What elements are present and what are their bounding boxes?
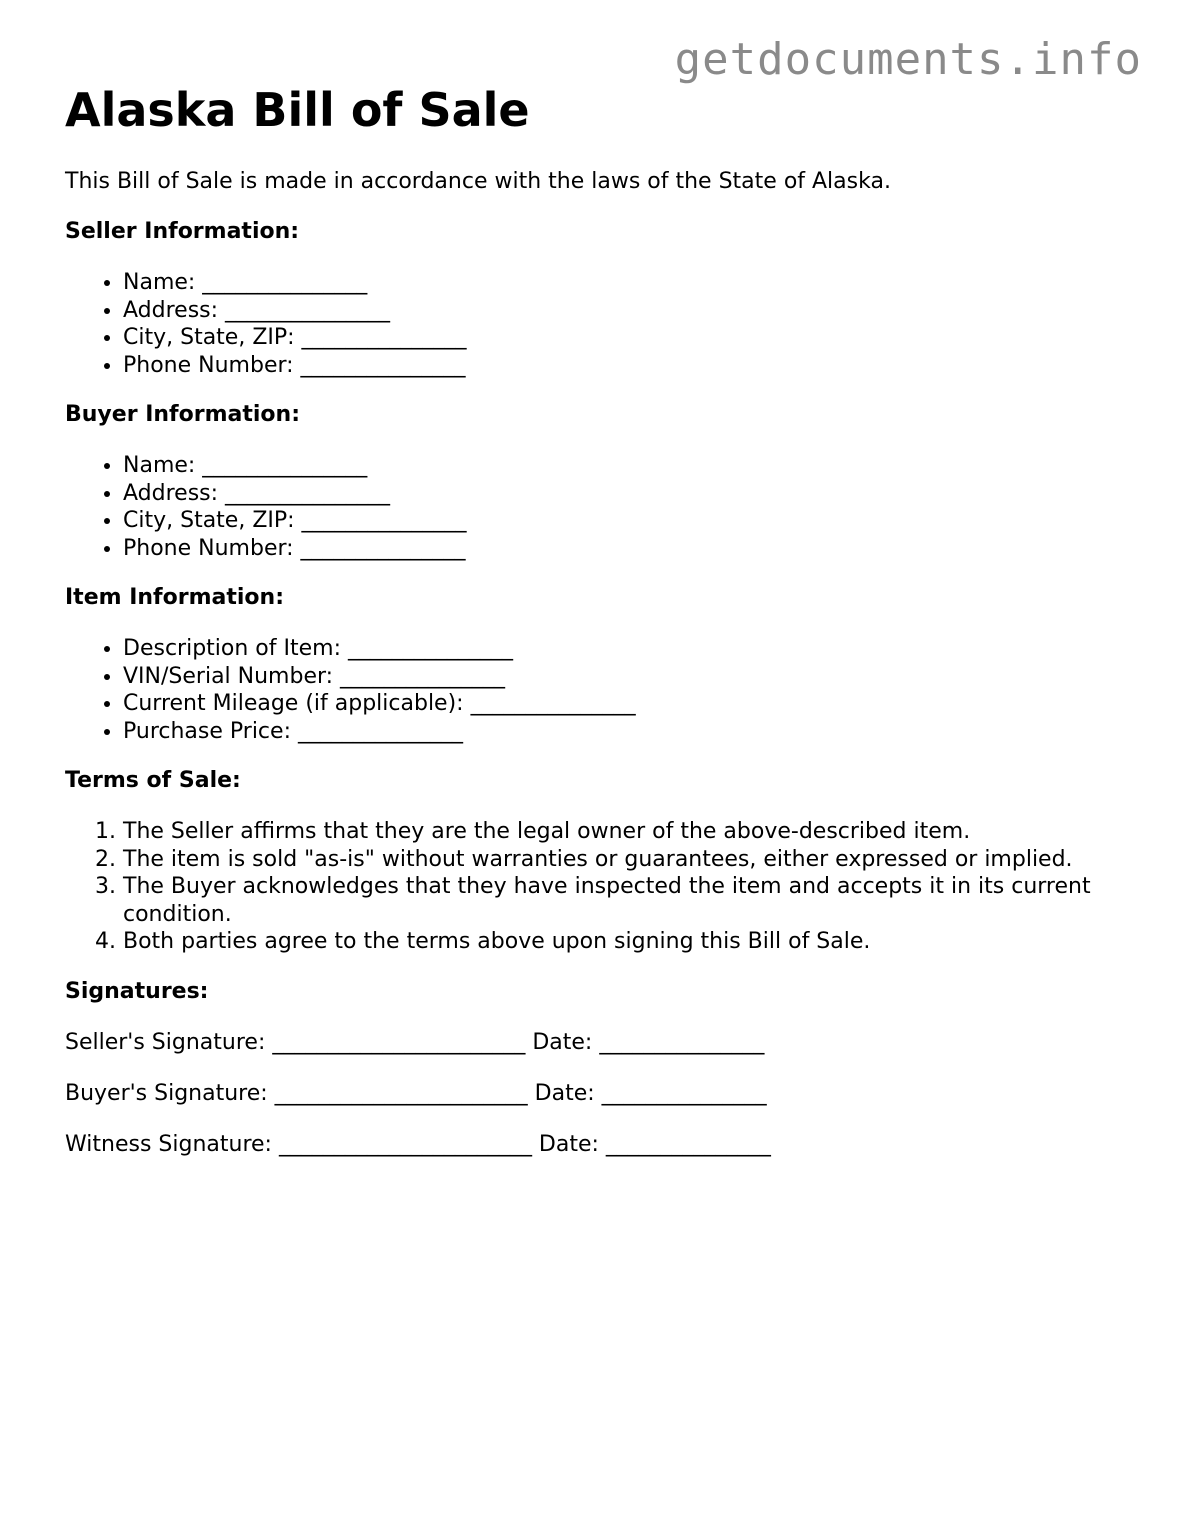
- buyer-city-field: • City, State, ZIP: _______________: [123, 507, 1145, 535]
- signatures-heading: Signatures:: [65, 978, 209, 1004]
- term-item: 1. The Seller affirms that they are the legal owner of the above-described item.: [123, 818, 1145, 846]
- item-heading: Item Information:: [65, 585, 284, 610]
- buyer-phone-field: • Phone Number: _______________: [123, 535, 1145, 563]
- watermark: getdocuments.info: [674, 34, 1142, 85]
- seller-city-field: • City, State, ZIP: _______________: [123, 324, 1145, 352]
- buyer-address-field: • Address: _______________: [123, 480, 1145, 508]
- intro-text: This Bill of Sale is made in accordance with the laws of the State of Alaska.: [65, 169, 891, 194]
- term-item: 3. The Buyer acknowledges that they have inspected the item and accepts it in its current condition.: [123, 873, 1145, 928]
- seller-fields: [65, 269, 1145, 379]
- page-title: Alaska Bill of Sale: [65, 83, 530, 137]
- item-mileage-field: • Current Mileage (if applicable): _______________: [123, 690, 1145, 718]
- buyer-signature-line: Buyer's Signature: _______________________ Date: _______________: [65, 1080, 767, 1106]
- seller-phone-field: • Phone Number: _______________: [123, 352, 1145, 380]
- item-fields: [65, 635, 1145, 745]
- seller-address-field: • Address: _______________: [123, 297, 1145, 325]
- item-price-field: • Purchase Price: _______________: [123, 718, 1145, 746]
- document: [65, 82, 1145, 1182]
- item-vin-field: • VIN/Serial Number: _______________: [123, 663, 1145, 691]
- seller-heading: Seller Information:: [65, 219, 300, 244]
- terms-heading: Terms of Sale:: [65, 768, 241, 793]
- buyer-name-field: • Name: _______________: [123, 452, 1145, 480]
- item-description-field: • Description of Item: _______________: [123, 635, 1145, 663]
- buyer-heading: Buyer Information:: [65, 402, 300, 427]
- buyer-fields: [65, 452, 1145, 562]
- term-item: 2. The item is sold "as-is" without warranties or guarantees, either expressed or implied.: [123, 846, 1145, 874]
- witness-signature-line: Witness Signature: _______________________ Date: _______________: [65, 1131, 771, 1157]
- terms-list: [65, 818, 1145, 956]
- seller-name-field: • Name: _______________: [123, 269, 1145, 297]
- term-item: 4. Both parties agree to the terms above upon signing this Bill of Sale.: [123, 928, 1145, 956]
- seller-signature-line: Seller's Signature: _______________________ Date: _______________: [65, 1029, 765, 1055]
